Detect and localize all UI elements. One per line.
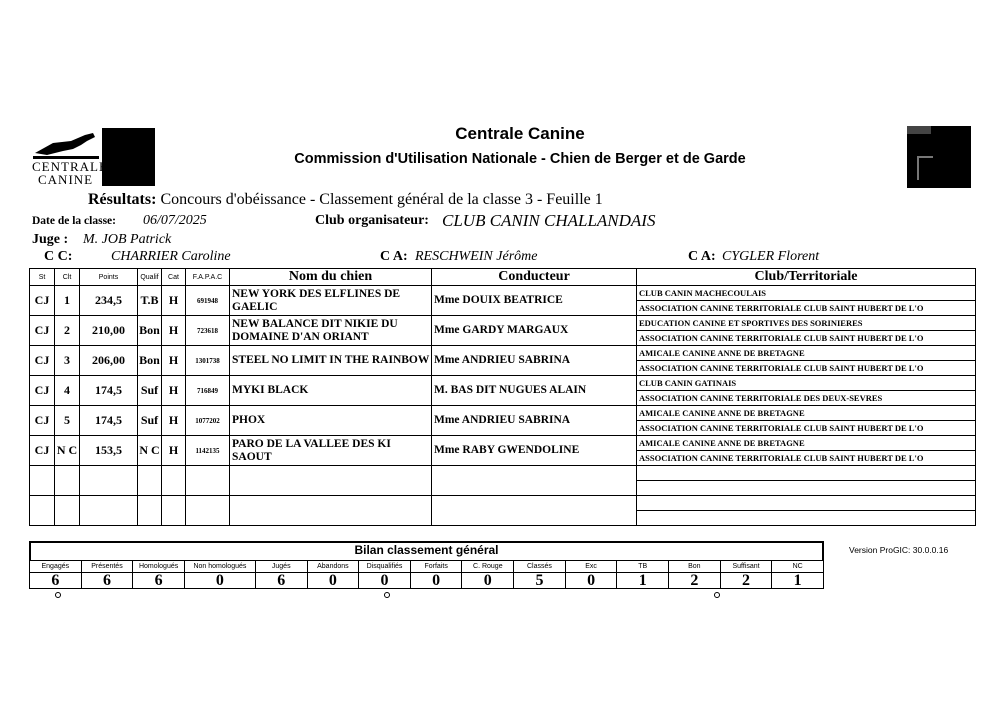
- cell-points: 153,5: [80, 436, 138, 466]
- cell-cat: H: [162, 376, 186, 406]
- cell-st: CJ: [30, 436, 55, 466]
- territorial-name: ASSOCIATION CANINE TERRITORIALE DES DEUX-SEVRES: [639, 393, 883, 403]
- cell-qualif: Bon: [138, 346, 162, 376]
- scan-mark: [714, 592, 720, 598]
- cell-dog-name: MYKI BLACK: [230, 376, 432, 406]
- club-name: AMICALE CANINE ANNE DE BRETAGNE: [637, 436, 975, 451]
- club-name: AMICALE CANINE ANNE DE BRETAGNE: [637, 346, 975, 361]
- bilan-value: 2: [669, 573, 721, 589]
- bilan-table: [29, 560, 824, 589]
- bilan-label: NC: [772, 561, 824, 573]
- cell-points: 206,00: [80, 346, 138, 376]
- cell-cat: H: [162, 316, 186, 346]
- territorial-name: ASSOCIATION CANINE TERRITORIALE CLUB SAINT HUBERT DE L'O: [639, 423, 924, 433]
- bilan-value: 0: [307, 573, 359, 589]
- bilan-section: [29, 541, 824, 589]
- cell-points: 174,5: [80, 406, 138, 436]
- bilan-label: Classés: [514, 561, 566, 573]
- bilan-label: Présentés: [81, 561, 133, 573]
- table-header-row: [30, 269, 976, 286]
- cell-st: CJ: [30, 406, 55, 436]
- cell-st: CJ: [30, 346, 55, 376]
- club-name: AMICALE CANINE ANNE DE BRETAGNE: [637, 406, 975, 421]
- bilan-label: Forfaits: [410, 561, 462, 573]
- bilan-value: 0: [184, 573, 255, 589]
- ca1-label: C A:: [380, 249, 408, 264]
- club-organiser-value: CLUB CANIN CHALLANDAIS: [442, 211, 656, 230]
- cell-qualif: Suf: [138, 406, 162, 436]
- cc-label: C C:: [44, 249, 73, 264]
- col-st: St: [30, 269, 55, 286]
- cell-st: CJ: [30, 316, 55, 346]
- cell-dog-name: PHOX: [230, 406, 432, 436]
- ca2-label: C A:: [688, 249, 716, 264]
- col-fapac: F.A.P.A.C: [186, 269, 230, 286]
- bilan-label: Exc: [565, 561, 617, 573]
- cell-clt: 3: [55, 346, 80, 376]
- cell-club: [637, 316, 976, 346]
- col-points: Points: [80, 269, 138, 286]
- cell-club: [637, 376, 976, 406]
- version-label: Version ProGIC: 30.0.0.16: [849, 545, 949, 555]
- bilan-label: Abandons: [307, 561, 359, 573]
- page-subtitle: Commission d'Utilisation Nationale - Chien de Berger et de Garde: [294, 151, 746, 167]
- cell-st: CJ: [30, 376, 55, 406]
- judge-value: M. JOB Patrick: [83, 232, 172, 247]
- col-dog-name: Nom du chien: [230, 269, 432, 286]
- results-heading: [88, 191, 603, 209]
- cell-dog-name: NEW BALANCE DIT NIKIE DU DOMAINE D'AN ORIANT: [230, 316, 432, 346]
- judge-label: Juge :: [32, 232, 69, 247]
- cell-cat: H: [162, 436, 186, 466]
- cell-points: 234,5: [80, 286, 138, 316]
- cell-handler: Mme ANDRIEU SABRINA: [432, 406, 637, 436]
- cell-fapac: 691948: [186, 286, 230, 316]
- logo-line-2: CANINE: [38, 172, 94, 187]
- cell-fapac: 1142135: [186, 436, 230, 466]
- bilan-value: 6: [30, 573, 82, 589]
- date-value: 06/07/2025: [143, 213, 207, 228]
- cell-cat: H: [162, 286, 186, 316]
- cell-fapac: 1301738: [186, 346, 230, 376]
- bilan-label: Homologués: [133, 561, 185, 573]
- cell-cat: H: [162, 406, 186, 436]
- bilan-value: 0: [359, 573, 411, 589]
- cc-value: CHARRIER Caroline: [111, 249, 231, 264]
- bilan-label: C. Rouge: [462, 561, 514, 573]
- cell-qualif: T.B: [138, 286, 162, 316]
- cell-fapac: 723618: [186, 316, 230, 346]
- bilan-label: Jugés: [255, 561, 307, 573]
- cell-points: 210,00: [80, 316, 138, 346]
- cell-cat: H: [162, 346, 186, 376]
- table-row: [30, 406, 976, 436]
- bilan-values-row: [30, 573, 824, 589]
- cell-clt: 2: [55, 316, 80, 346]
- cell-fapac: 1077202: [186, 406, 230, 436]
- cell-qualif: Suf: [138, 376, 162, 406]
- bilan-label: Suffisant: [720, 561, 772, 573]
- col-club: Club/Territoriale: [637, 269, 976, 286]
- table-row: [30, 316, 976, 346]
- territorial-name: ASSOCIATION CANINE TERRITORIALE CLUB SAINT HUBERT DE L'O: [639, 303, 924, 313]
- bilan-label: TB: [617, 561, 669, 573]
- cell-st: CJ: [30, 286, 55, 316]
- cell-handler: Mme RABY GWENDOLINE: [432, 436, 637, 466]
- bilan-label: Non homologués: [184, 561, 255, 573]
- page-title: Centrale Canine: [455, 124, 585, 143]
- bilan-title: Bilan classement général: [29, 541, 824, 560]
- ca1-value: RESCHWEIN Jérôme: [415, 249, 538, 264]
- results-title: Concours d'obéissance - Classement général de la classe 3 - Feuille 1: [160, 191, 603, 208]
- cell-club: [637, 406, 976, 436]
- table-row: [30, 436, 976, 466]
- col-clt: Clt: [55, 269, 80, 286]
- cell-qualif: N C: [138, 436, 162, 466]
- territorial-name: ASSOCIATION CANINE TERRITORIALE CLUB SAINT HUBERT DE L'O: [639, 453, 924, 463]
- cell-club: [637, 436, 976, 466]
- cell-handler: Mme ANDRIEU SABRINA: [432, 346, 637, 376]
- col-cat: Cat: [162, 269, 186, 286]
- bilan-value: 6: [255, 573, 307, 589]
- cell-handler: M. BAS DIT NUGUES ALAIN: [432, 376, 637, 406]
- bilan-value: 1: [617, 573, 669, 589]
- bilan-value: 0: [462, 573, 514, 589]
- bilan-label: Disqualifiés: [359, 561, 411, 573]
- bilan-value: 1: [772, 573, 824, 589]
- scan-mark: [55, 592, 61, 598]
- cell-qualif: Bon: [138, 316, 162, 346]
- table-row: [30, 376, 976, 406]
- bilan-value: 5: [514, 573, 566, 589]
- empty-row: [30, 466, 976, 496]
- bilan-value: 0: [565, 573, 617, 589]
- territorial-name: ASSOCIATION CANINE TERRITORIALE CLUB SAINT HUBERT DE L'O: [639, 333, 924, 343]
- bilan-value: 6: [81, 573, 133, 589]
- territorial-name: ASSOCIATION CANINE TERRITORIALE CLUB SAINT HUBERT DE L'O: [639, 363, 924, 373]
- club-name: EDUCATION CANINE ET SPORTIVES DES SORINIERES: [637, 316, 975, 331]
- cell-handler: Mme DOUIX BEATRICE: [432, 286, 637, 316]
- cell-fapac: 716849: [186, 376, 230, 406]
- cell-club: [637, 346, 976, 376]
- bilan-value: 2: [720, 573, 772, 589]
- cell-dog-name: NEW YORK DES ELFLINES DE GAELIC: [230, 286, 432, 316]
- table-row: [30, 346, 976, 376]
- results-label: Résultats:: [88, 191, 157, 208]
- table-row: [30, 286, 976, 316]
- results-table: [29, 268, 976, 526]
- scan-mark: [384, 592, 390, 598]
- logo-line-1: CENTRALE: [32, 159, 108, 174]
- bilan-value: 6: [133, 573, 185, 589]
- cell-club: [637, 286, 976, 316]
- club-name: CLUB CANIN GATINAIS: [637, 376, 975, 391]
- col-qualif: Qualif: [138, 269, 162, 286]
- bilan-label: Engagés: [30, 561, 82, 573]
- club-name: CLUB CANIN MACHECOULAIS: [637, 286, 975, 301]
- cell-clt: 1: [55, 286, 80, 316]
- cell-clt: 4: [55, 376, 80, 406]
- club-organiser-label: Club organisateur:: [315, 213, 429, 228]
- cell-points: 174,5: [80, 376, 138, 406]
- cell-handler: Mme GARDY MARGAUX: [432, 316, 637, 346]
- bilan-value: 0: [410, 573, 462, 589]
- cell-clt: 5: [55, 406, 80, 436]
- cell-dog-name: STEEL NO LIMIT IN THE RAINBOW: [230, 346, 432, 376]
- empty-row: [30, 496, 976, 526]
- cell-clt: N C: [55, 436, 80, 466]
- ca2-value: CYGLER Florent: [722, 249, 820, 264]
- bilan-labels-row: [30, 561, 824, 573]
- cell-dog-name: PARO DE LA VALLEE DES KI SAOUT: [230, 436, 432, 466]
- bilan-label: Bon: [669, 561, 721, 573]
- date-label: Date de la classe:: [32, 215, 116, 227]
- col-handler: Conducteur: [432, 269, 637, 286]
